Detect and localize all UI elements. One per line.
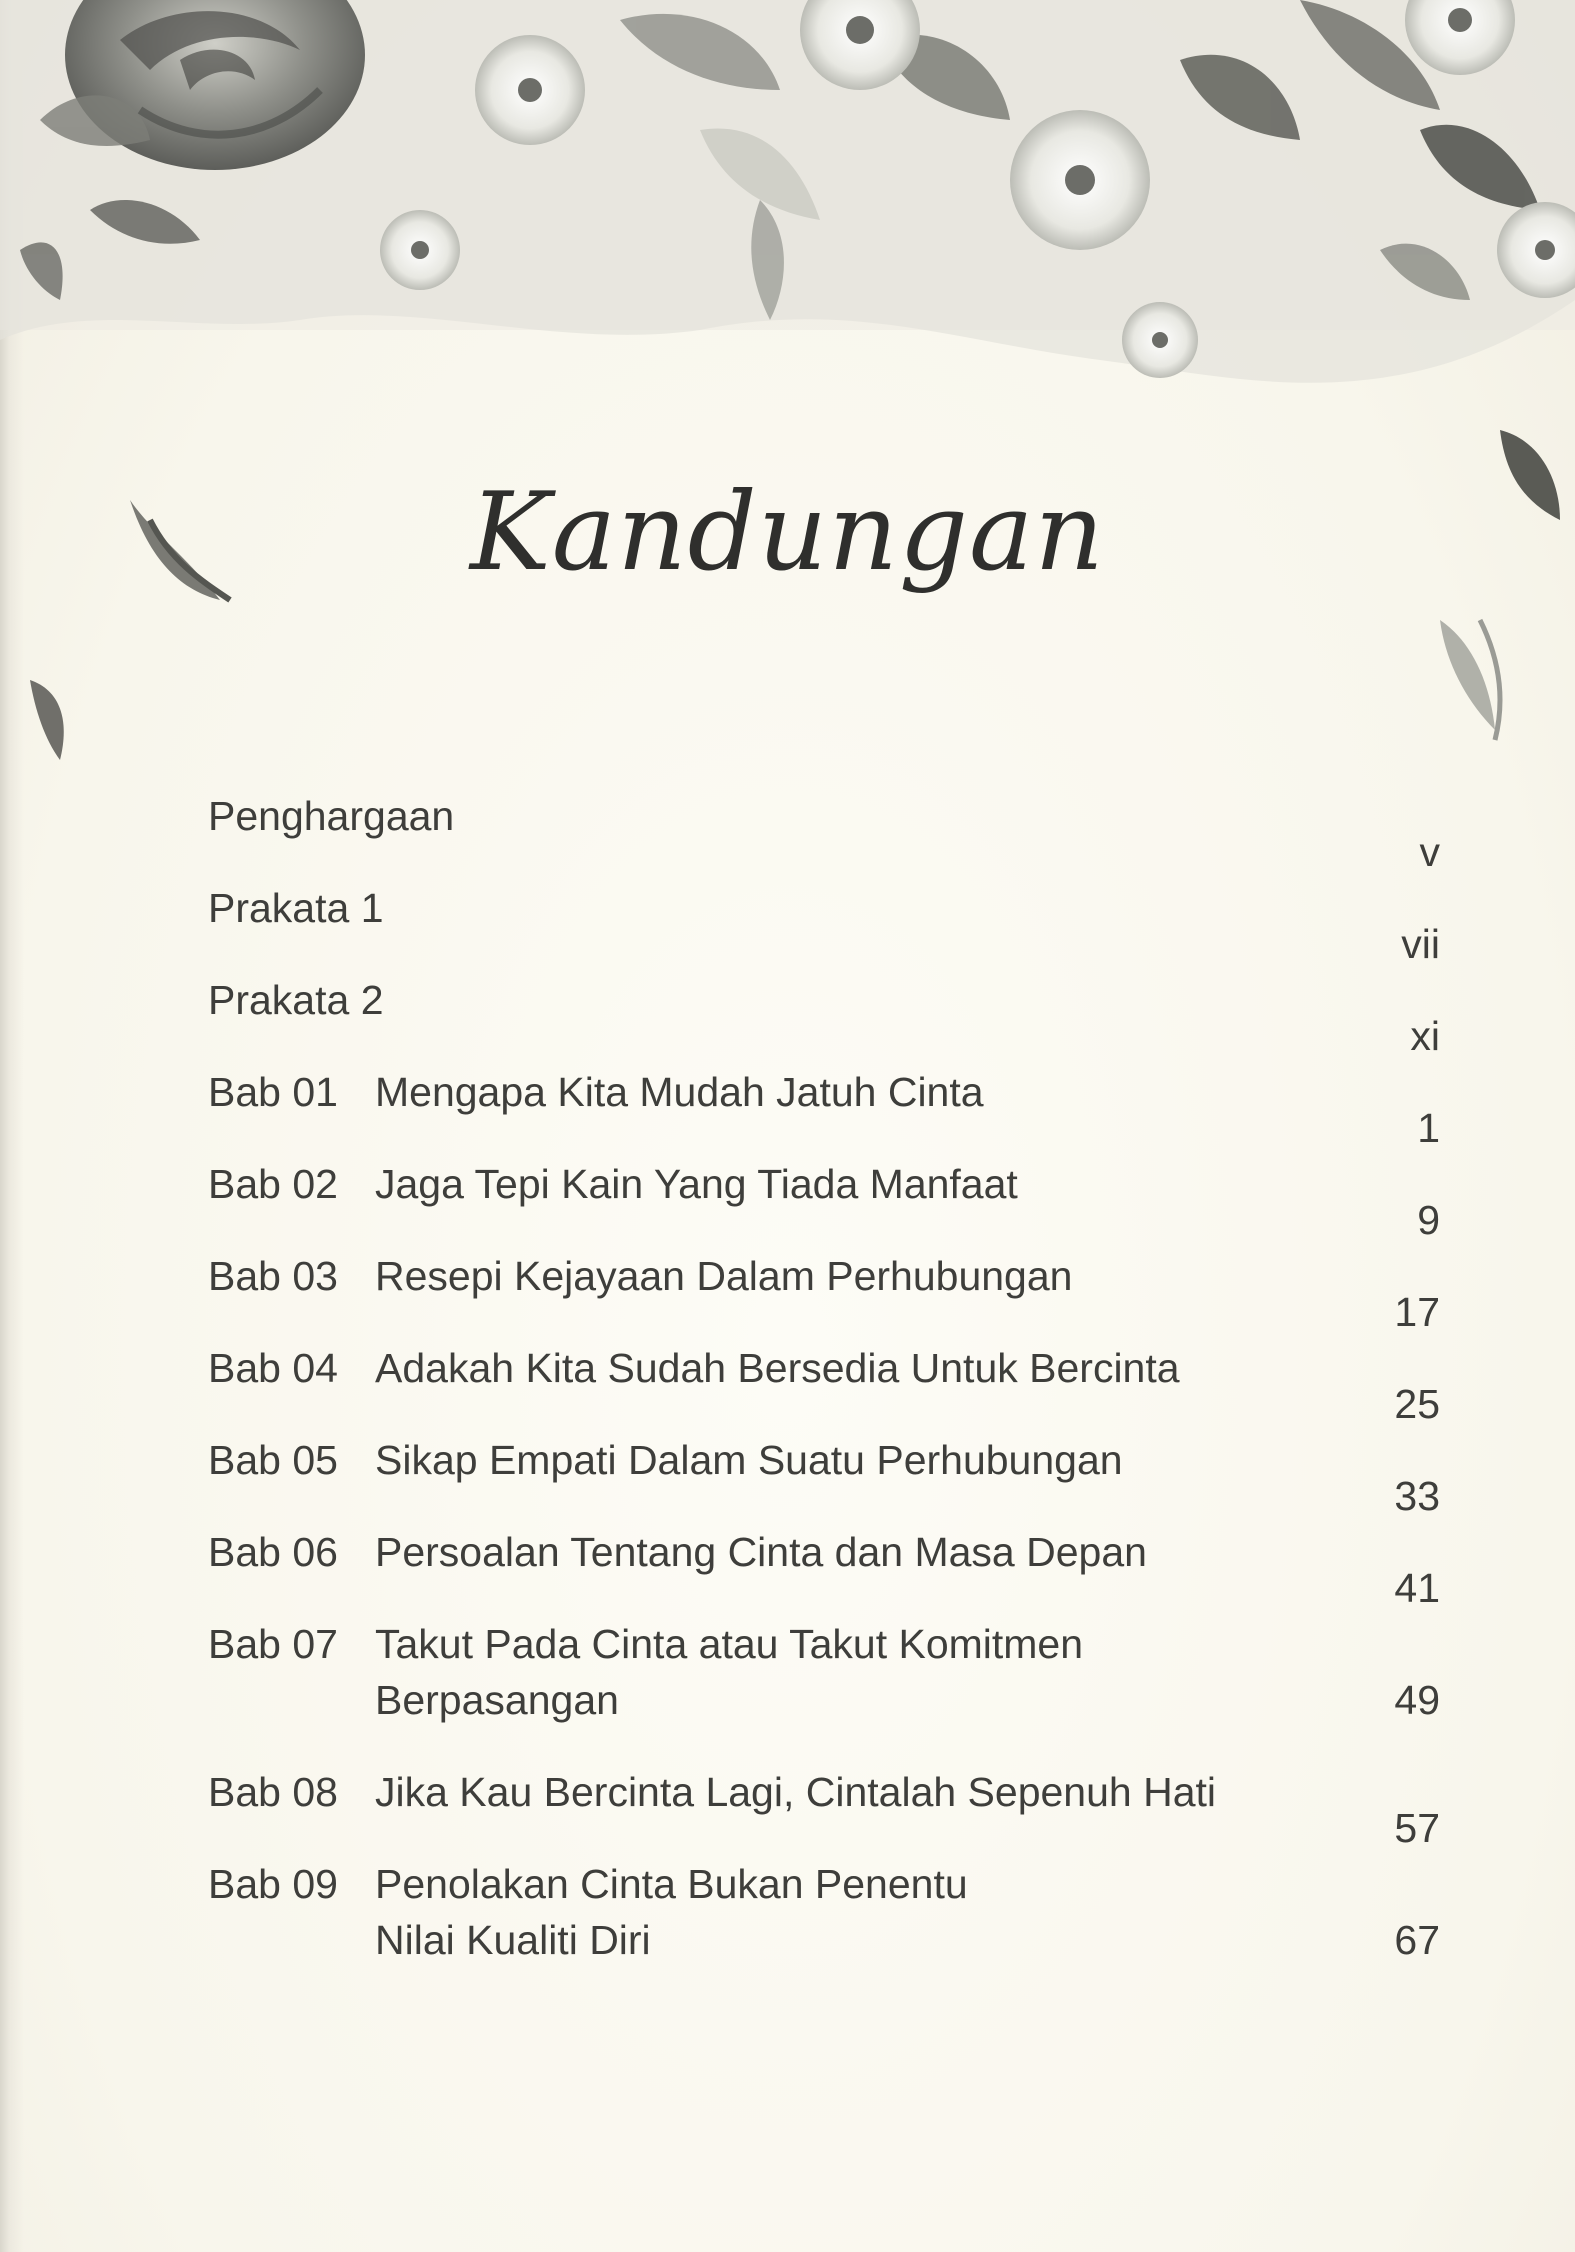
toc-entry-page: 67: [1394, 1917, 1440, 1963]
toc-entry-page: 1: [1417, 1105, 1440, 1151]
toc-entry-page: 17: [1394, 1289, 1440, 1335]
toc-entry-chapter: Bab 06: [208, 1529, 338, 1575]
floral-illustration: [0, 0, 1575, 760]
toc-entry-title: Persoalan Tentang Cinta dan Masa Depan: [375, 1529, 1147, 1575]
toc-entry-title: Mengapa Kita Mudah Jatuh Cinta: [375, 1069, 984, 1115]
toc-entry-page: 57: [1394, 1805, 1440, 1851]
toc-entry-title-line-2: Nilai Kualiti Diri: [375, 1917, 651, 1963]
toc-entry-chapter: Bab 03: [208, 1253, 338, 1299]
toc-entry-title: Prakata 1: [208, 885, 384, 931]
toc-entry[interactable]: [208, 1064, 1440, 1156]
toc-entry-page: 41: [1394, 1565, 1440, 1611]
toc-entry-title-line-2: Berpasangan: [375, 1677, 619, 1723]
toc-entry-chapter: Bab 04: [208, 1345, 338, 1391]
toc-entry-page: xi: [1410, 1013, 1440, 1059]
toc-entry[interactable]: [208, 1248, 1440, 1340]
toc-entry-chapter: Bab 02: [208, 1161, 338, 1207]
toc-entry[interactable]: [208, 1856, 1440, 2004]
toc-entry-title: [375, 1856, 1315, 1968]
toc-entry[interactable]: [208, 972, 1440, 1064]
toc-entry[interactable]: [208, 1764, 1440, 1856]
toc-entry-page: vii: [1401, 921, 1440, 967]
toc-entry-page: 25: [1394, 1381, 1440, 1427]
toc-entry[interactable]: [208, 1524, 1440, 1616]
toc-entry[interactable]: [208, 880, 1440, 972]
toc-entry-page: v: [1419, 829, 1440, 875]
toc-entry-chapter: Bab 07: [208, 1621, 338, 1667]
toc-entry-title: [375, 1616, 1315, 1728]
toc-entry[interactable]: [208, 1340, 1440, 1432]
toc-entry-chapter: Bab 05: [208, 1437, 338, 1483]
toc-entry-title: Jika Kau Bercinta Lagi, Cintalah Sepenuh Hati: [375, 1769, 1217, 1815]
toc-entry-title: Adakah Kita Sudah Bersedia Untuk Bercinta: [375, 1345, 1180, 1391]
toc-entry-page: 9: [1417, 1197, 1440, 1243]
toc-entry[interactable]: [208, 1432, 1440, 1524]
toc-entry-title-line-1: Penolakan Cinta Bukan Penentu: [375, 1861, 968, 1907]
toc-entry-chapter: Bab 09: [208, 1861, 338, 1907]
toc-entry-chapter: Bab 01: [208, 1069, 338, 1115]
toc-entry-title: Sikap Empati Dalam Suatu Perhubungan: [375, 1437, 1123, 1483]
toc-entry[interactable]: [208, 788, 1440, 880]
page-title: Kandungan: [470, 470, 1105, 595]
toc-entry-page: 33: [1394, 1473, 1440, 1519]
toc-entry-title-line-1: Takut Pada Cinta atau Takut Komitmen: [375, 1621, 1084, 1667]
toc-entry-title: Resepi Kejayaan Dalam Perhubungan: [375, 1253, 1073, 1299]
toc-entry-title: Jaga Tepi Kain Yang Tiada Manfaat: [375, 1161, 1018, 1207]
table-of-contents: [208, 788, 1440, 2004]
toc-entry-chapter: Bab 08: [208, 1769, 338, 1815]
toc-entry[interactable]: [208, 1156, 1440, 1248]
toc-entry-title: Penghargaan: [208, 793, 455, 839]
toc-entry-page: 49: [1394, 1677, 1440, 1723]
toc-entry[interactable]: [208, 1616, 1440, 1764]
toc-entry-title: Prakata 2: [208, 977, 384, 1023]
